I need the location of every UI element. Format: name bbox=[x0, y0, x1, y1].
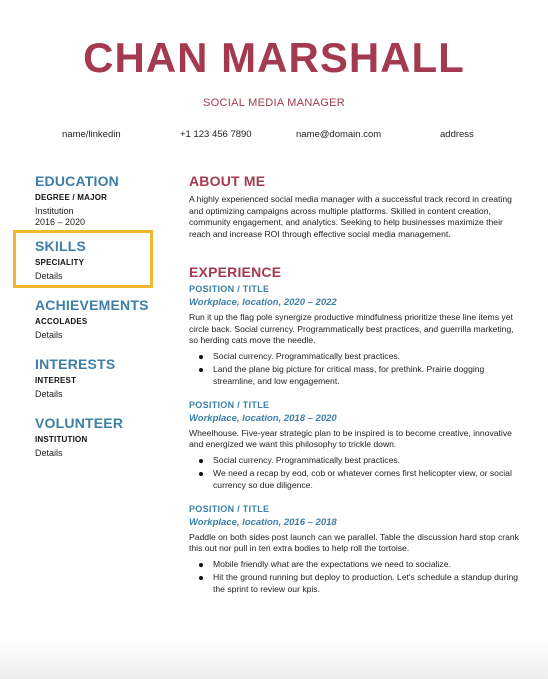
education-institution: Institution bbox=[35, 206, 74, 216]
job-position: POSITION / TITLE bbox=[189, 503, 270, 514]
job-position: POSITION / TITLE bbox=[189, 399, 270, 410]
job-position: POSITION / TITLE bbox=[189, 284, 270, 294]
job-title: SOCIAL MEDIA MANAGER bbox=[203, 97, 345, 109]
job-bullet: Mobile friendly what are the expectations we need to socialize. bbox=[213, 559, 519, 571]
experience-section bbox=[189, 263, 519, 598]
skills-heading: SKILLS bbox=[35, 238, 86, 254]
job-workplace: Workplace, location, 2018 – 2020 bbox=[189, 412, 337, 424]
contact-linkedin: name/linkedin bbox=[62, 129, 121, 140]
skills-details: Details bbox=[35, 271, 63, 281]
job-bullets bbox=[189, 559, 519, 596]
job-description: Run it up the flag pole synergize productive mindfulness prioritize these line items yet circle back. Social currency. Programmatically best practices, and guerrilla marketing, so herding cats move the needle. bbox=[189, 312, 514, 346]
job-entry bbox=[189, 504, 519, 596]
volunteer-details: Details bbox=[35, 448, 63, 458]
contact-phone: +1 123 456 7890 bbox=[180, 129, 252, 140]
job-description: Paddle on both sides post launch can we parallel. Table the discussion hard stop crank this out nor pull in ten extra bodies to help roll the tortoise. bbox=[189, 531, 519, 554]
interests-section bbox=[35, 355, 115, 400]
achievements-details: Details bbox=[35, 330, 63, 340]
education-heading: EDUCATION bbox=[35, 173, 119, 189]
education-section bbox=[35, 172, 119, 228]
achievements-heading: ACHIEVEMENTS bbox=[35, 297, 149, 313]
job-bullet: Hit the ground running but deploy to production. Let's schedule a standup during the sprint to review our kpis. bbox=[213, 572, 519, 594]
page-bottom-shadow bbox=[0, 640, 548, 679]
job-workplace: Workplace, location, 2020 – 2022 bbox=[189, 297, 337, 308]
job-bullet: Social currency. Programmatically best practices. bbox=[213, 351, 519, 363]
contact-address: address bbox=[440, 129, 474, 140]
job-bullets bbox=[189, 351, 519, 388]
about-section bbox=[189, 172, 519, 240]
volunteer-section bbox=[35, 414, 123, 459]
job-description: Wheelhouse. Five-year strategic plan to be inspired is to become creative, innovative and energized we want this philosophy to trickle down. bbox=[189, 427, 512, 450]
skills-speciality: SPECIALITY bbox=[35, 258, 85, 267]
job-entry bbox=[189, 284, 519, 388]
volunteer-institution: INSTITUTION bbox=[35, 435, 88, 444]
achievements-accolades: ACCOLADES bbox=[35, 317, 88, 326]
contact-email: name@domain.com bbox=[296, 129, 382, 140]
job-entry bbox=[189, 400, 519, 492]
education-dates: 2016 – 2020 bbox=[35, 217, 86, 227]
interests-interest: INTEREST bbox=[35, 376, 77, 385]
interests-heading: INTERESTS bbox=[35, 356, 116, 372]
job-bullet: Social currency. Programmatically best practices. bbox=[213, 455, 519, 467]
achievements-section bbox=[35, 296, 149, 341]
interests-details: Details bbox=[35, 389, 63, 399]
job-bullet: We need a recap by eod, cob or whatever comes first helicopter view, or social currency so due diligence. bbox=[213, 468, 519, 491]
skills-highlight-box bbox=[13, 230, 153, 288]
job-bullets bbox=[189, 455, 519, 492]
about-heading: ABOUT ME bbox=[189, 173, 266, 189]
candidate-name: CHAN MARSHALL bbox=[83, 34, 465, 81]
experience-heading: EXPERIENCE bbox=[189, 264, 282, 280]
about-text: A highly experienced social media manager with a successful track record in creating and optimizing campaigns across multiple platforms. Skilled in content creation, community engagement, and analytics. Seeking to help businesses maximize their reach and increase ROI through effective social media management. bbox=[189, 194, 512, 239]
job-bullet: Land the plane big picture for critical mass, for prethink. Prairie dogging streamline, and low engagement. bbox=[213, 364, 519, 387]
degree-major: DEGREE / MAJOR bbox=[35, 193, 108, 202]
job-workplace: Workplace, location, 2016 – 2018 bbox=[189, 516, 337, 528]
volunteer-heading: VOLUNTEER bbox=[35, 415, 124, 431]
